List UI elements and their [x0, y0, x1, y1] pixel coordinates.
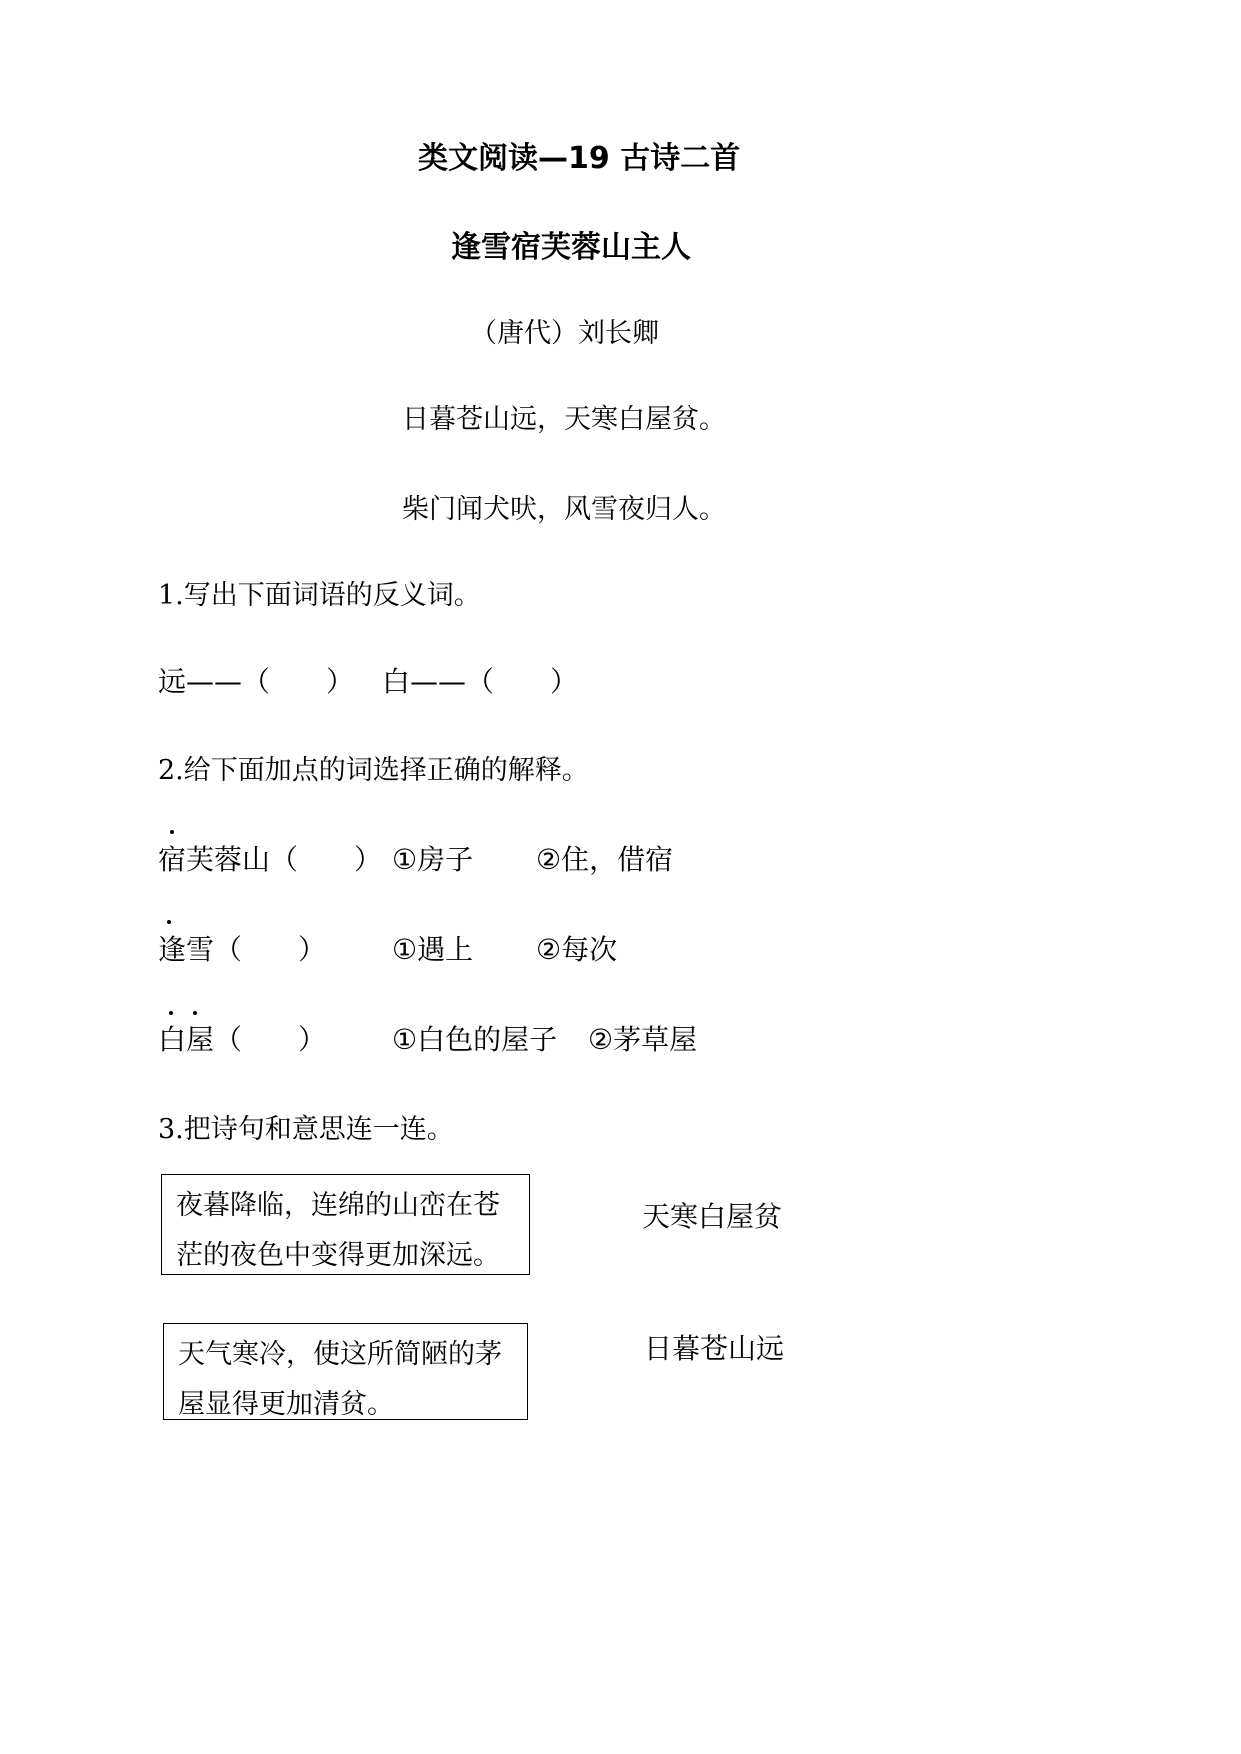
emphasis-dot — [167, 920, 171, 924]
poem-author: （唐代）刘长卿 — [470, 318, 659, 349]
q2-option-2a: ①遇上 — [392, 933, 474, 966]
poem-line-2: 柴门闻犬吠，风雪夜归人。 — [402, 494, 726, 525]
poem-line-choice-2[interactable]: 日暮苍山远 — [644, 1332, 785, 1365]
q2-term-2[interactable]: 逢雪（ ） — [158, 933, 327, 966]
question-2-prompt: 2.给下面加点的词选择正确的解释。 — [158, 755, 589, 786]
meaning-box-1[interactable]: 夜暮降临，连绵的山峦在苍茫的夜色中变得更加深远。 — [161, 1174, 530, 1275]
antonym-item-white[interactable]: 白——（ ） — [382, 665, 579, 698]
q2-option-1a: ①房子 — [392, 843, 474, 876]
q2-term-1[interactable]: 宿芙蓉山（ ） — [158, 843, 383, 876]
question-3-prompt: 3.把诗句和意思连一连。 — [158, 1114, 454, 1145]
emphasis-dot — [193, 1011, 197, 1015]
poem-title: 逢雪宿芙蓉山主人 — [451, 230, 691, 265]
question-1-prompt: 1.写出下面词语的反义词。 — [158, 580, 481, 611]
emphasis-dot — [170, 830, 174, 834]
emphasis-dot — [169, 1011, 173, 1015]
page-title: 类文阅读—19 古诗二首 — [418, 141, 741, 176]
q2-option-2b: ②每次 — [536, 933, 618, 966]
q2-option-3a: ①白色的屋子 — [392, 1023, 558, 1056]
poem-line-choice-1[interactable]: 天寒白屋贫 — [642, 1200, 783, 1233]
poem-line-1: 日暮苍山远，天寒白屋贫。 — [402, 404, 726, 435]
meaning-box-2[interactable]: 天气寒冷，使这所简陋的茅屋显得更加清贫。 — [163, 1323, 528, 1420]
q2-option-3b: ②茅草屋 — [588, 1023, 698, 1056]
antonym-item-far[interactable]: 远——（ ） — [158, 665, 355, 698]
q2-term-3[interactable]: 白屋（ ） — [158, 1023, 327, 1056]
q2-option-1b: ②住，借宿 — [536, 843, 674, 876]
